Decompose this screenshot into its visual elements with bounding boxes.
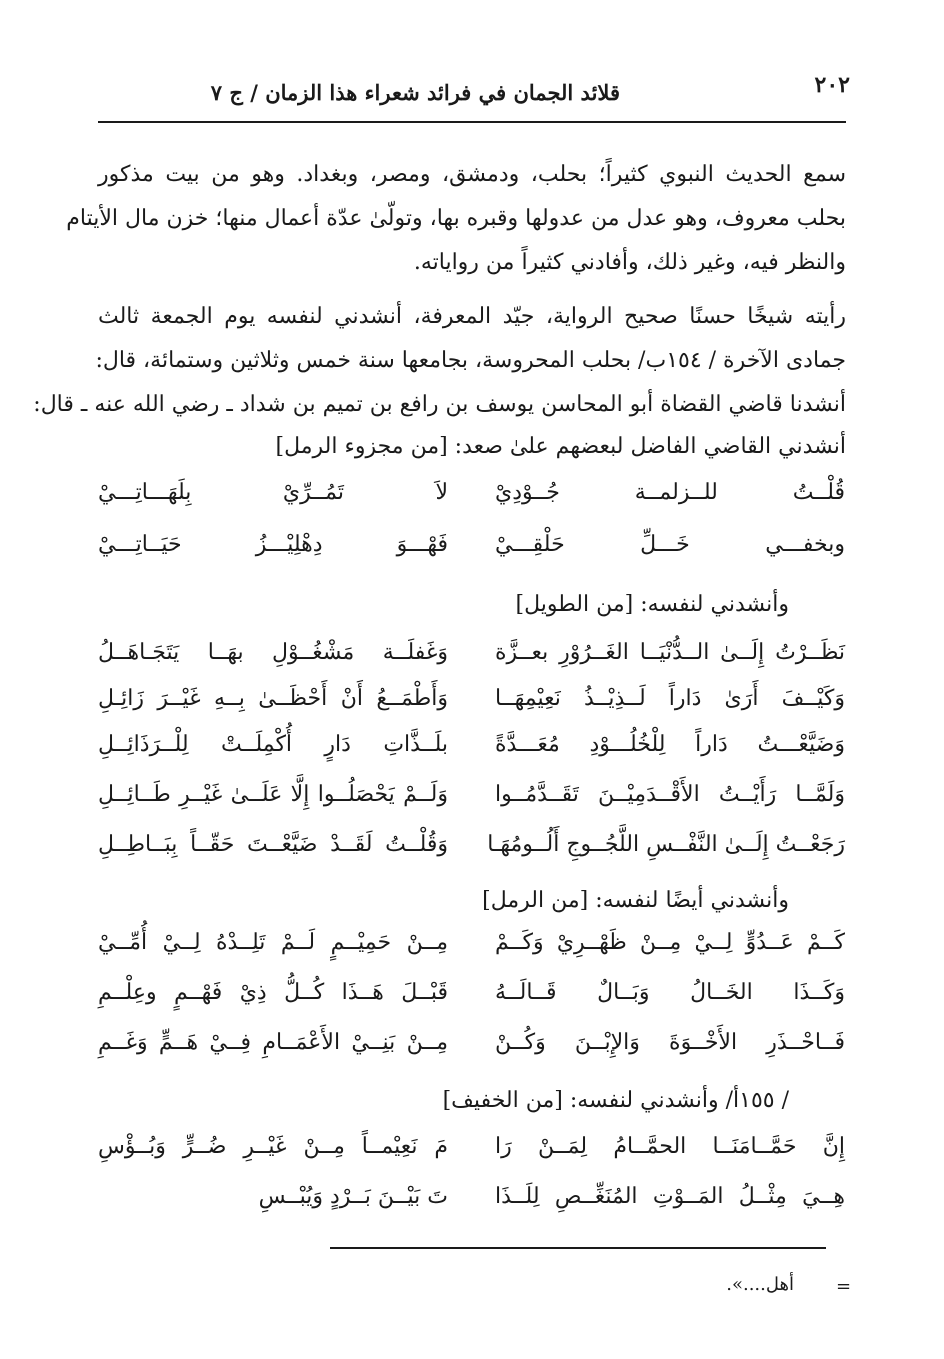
poem-intro: وأنشدني أيضًا لنفسه: [من الرمل]: [482, 888, 789, 913]
verse-hemistich-right: رَجَعْــتُ إِلَــىٰ النَّفْــسِ اللَّجُــوجِ أَلُــومُهَـا: [487, 832, 845, 857]
verse-hemistich-left: بلَــذَّاتِ دَارٍ أُكْمِلَــتْ لِلْــرَذَائِــلِ: [98, 732, 448, 757]
verse-hemistich-right: وَكَيْــفَ أَرَىٰ دَاراً لَــذِيْــذُ نَعِيْمِهَــا: [495, 686, 845, 711]
page-number: ٢٠٢: [814, 72, 850, 98]
poem-intro: وأنشدني لنفسه: [من الطويل]: [515, 592, 789, 617]
verse-hemistich-left: قَبْــلَ هَــذَا كُــلُّ ذِيْ فَهْــمٍ وعِلْــمِ: [98, 980, 448, 1005]
running-title: قلائد الجمان في فرائد شعراء هذا الزمان / ج ٧: [210, 80, 620, 105]
verse-hemistich-left: وَأَطْمَــعُ أَنْ أَحْظَــىٰ بِــهِ غَيْــرَ زَائِـلِ: [98, 686, 448, 711]
verse-hemistich-left: وَقُلْــتُ لَقَــدْ ضَيَّعْــتَ حَقّــاً بِبَــاطِــلِ: [98, 832, 448, 857]
verse-hemistich-right: وَلَمَّــا رَأَيْــتُ الأَقْــدَمِيْــنَ تَقَــدَّمُــوا: [495, 782, 845, 807]
verse-hemistich-left: تَ بَيْــنَ بَــرْدٍ وَيُبْــسِ: [258, 1184, 448, 1209]
paragraph-line: أنشدني القاضي الفاضل لبعضهم علىٰ صعد: [من مجزوء الرمل]: [275, 434, 846, 459]
verse-hemistich-right: نَظَــرْتُ إِلَــىٰ الــدُّنْيَــا الغَــرُوْرِ بعــزَّة: [495, 640, 845, 665]
verse-hemistich-right: وَكَــذَا الخَــالُ وَبَــالٌ قَــالَــهُ: [495, 980, 845, 1005]
verse-hemistich-right: وبخفـــي خَـــلِّ حَلْقِـــيْ: [495, 532, 845, 557]
verse-hemistich-left: مِــنْ بَنِــيْ الأَعْمَــامِ فِــيْ هَــمٍّ وَغَــمِ: [98, 1030, 448, 1055]
footnote-rule: [330, 1247, 826, 1249]
paragraph-line: جمادى الآخرة / ١٥٤ب/ بحلب المحروسة، بجامعها سنة خمس وثلاثين وستمائة، قال:: [95, 348, 846, 373]
verse-hemistich-left: وَلَــمْ يَحْصَلُــوا إِلَّا عَلَــىٰ غَيْــرِ طَــائِــلِ: [98, 782, 448, 807]
verse-hemistich-right: قُلْــتُ للــزلمــة جُــوْدِيْ: [495, 480, 845, 505]
verse-hemistich-left: مِــنْ حَمِيْــمٍ لَــمْ تَلِــدْهُ لِــيْ أُمِّــيْ: [98, 930, 448, 955]
header-rule: [98, 121, 846, 123]
paragraph-line: رأيته شيخًا حسنًا صحيح الرواية، جيّد المعرفة، أنشدني لنفسه يوم الجمعة ثالث: [98, 304, 846, 329]
verse-hemistich-right: إِنَّ حَمَّــامَنَــا الحمَّــامُ لِمَــنْ رَا: [495, 1134, 845, 1159]
paragraph-line: والنظر فيه، وغير ذلك، وأفادني كثيراً من رواياته.: [413, 250, 846, 275]
verse-hemistich-left: لاَ تَمُــرِّيْ بِلَهَـــاتِـــيْ: [98, 480, 448, 505]
poem-intro: / ١٥٥أ/ وأنشدني لنفسه: [من الخفيف]: [442, 1088, 789, 1113]
verse-hemistich-right: هِــيَ مِثْــلُ المَــوْتِ المُنَغِّــصِ لِلَــذَا: [495, 1184, 845, 1209]
footnote-text: أهل....».: [726, 1274, 794, 1295]
verse-hemistich-right: كَــمْ عَــدُوٍّ لِــيْ مِــنْ ظَهْــرِيْ وَكَــمْ: [495, 930, 845, 955]
verse-hemistich-right: فَــاحْــذَرِ الأَخْــوَةَ وَالإِبْــنَ وَكُــنْ: [495, 1030, 845, 1055]
verse-hemistich-left: مَ نَعِيْمــاً مِــنْ غَيْــرِ ضُــرٍّ وَبُــؤْسِ: [98, 1134, 448, 1159]
paragraph-line: سمع الحديث النبوي كثيراً؛ بحلب، ودمشق، ومصر، وبغداد. وهو من بيت مذكور: [98, 162, 846, 187]
verse-hemistich-left: وَغَفلَــة مَشْغُــوْلِ بهَــا يَتَجَـاهَــلُ: [98, 640, 448, 665]
verse-hemistich-right: وَضَيَّعْـــتُ دَاراً لِلْخُلُـــوْدِ مُعَـــدَّةً: [495, 732, 845, 757]
paragraph-line: أنشدنا قاضي القضاة أبو المحاسن يوسف بن رافع بن تميم بن شداد ـ رضي الله عنه ـ قال:: [33, 392, 846, 417]
paragraph-line: بحلب معروف، وهو عدل من عدولها وقبره بها، وتولّىٰ عدّة أعمال منها؛ خزن مال الأيتام: [66, 206, 846, 231]
verse-hemistich-left: فَهْـــوَ دِهْلِيْـــزُ حَيَــاتِـــيْ: [98, 532, 448, 557]
footnote-marker: =: [836, 1276, 852, 1297]
